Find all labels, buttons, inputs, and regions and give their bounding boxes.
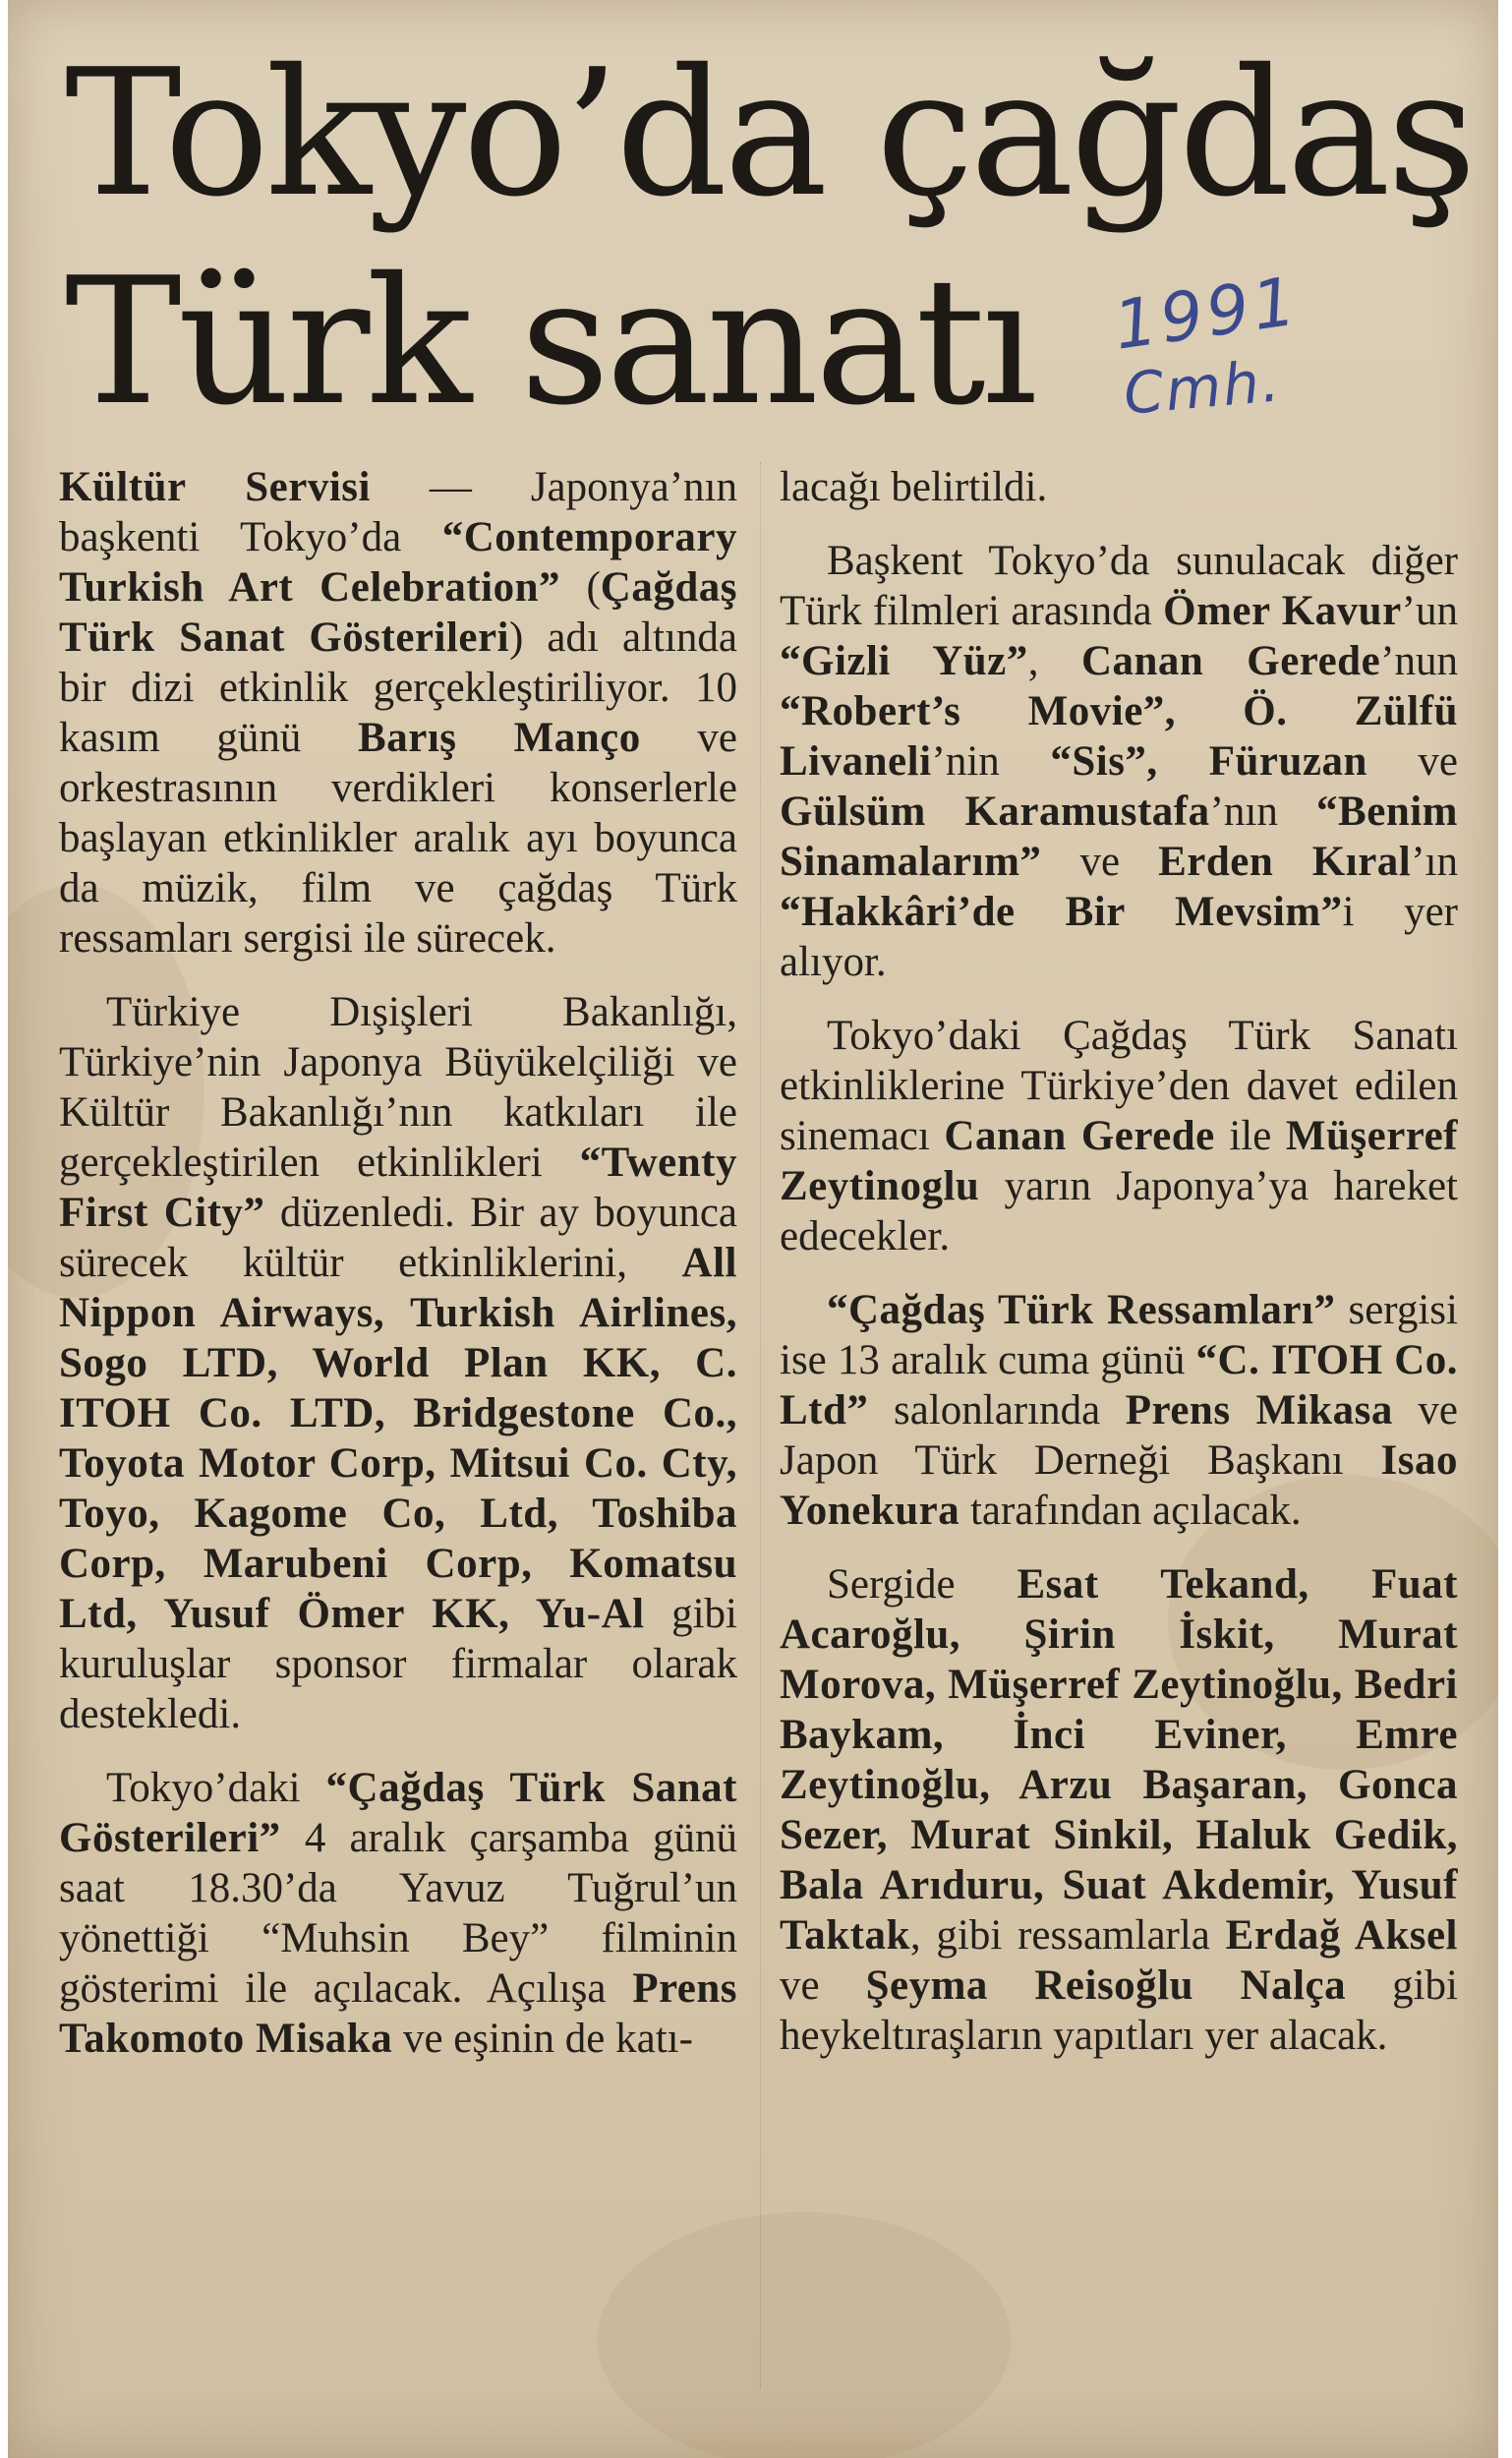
guest-name: Prens Takomoto Misaka (59, 1965, 737, 2062)
column-divider (760, 462, 761, 2389)
text-span: Başkent Tokyo’da sunulacak diğer Türk filmleri arasında (780, 538, 1458, 634)
text-span: sergisi ise 13 aralık cuma günü (780, 1287, 1458, 1383)
sponsor-list: All Nippon Airways, Turkish Airlines, Sogo LTD, World Plan KK, C. ITOH Co. LTD, Bridgestone Co., Toyota Motor Corp, Mitsui Co. Cty, Toyo, Kagome Co, Ltd, Toshiba Corp, Marubeni Corp, Komatsu Ltd, Yusuf Ömer KK, Yu-Al (59, 1240, 737, 1637)
event-name-english: “Contemporary Turkish Art Celebration” (59, 514, 737, 611)
exhibition-name: “Çağdaş Türk Ressamları” (827, 1287, 1336, 1333)
text-span: i yer alıyor. (780, 889, 1458, 985)
organizer-name: “Twenty First City” (59, 1140, 737, 1236)
guest-name: Isao Yonekura (780, 1437, 1458, 1534)
handwritten-note (1094, 263, 1379, 442)
text-span: salonlarında (868, 1387, 1126, 1434)
text-span: ve (780, 1962, 866, 2009)
guest-name: Canan Gerede (944, 1113, 1215, 1159)
text-span: ’nın (1209, 789, 1317, 835)
text-span: ) adı altında bir dizi etkinlik gerçekleştiriliyor. 10 kasım günü (59, 614, 737, 761)
film-title: “Gizli Yüz” (780, 638, 1028, 684)
handwritten-year: 1991 (1109, 263, 1305, 366)
event-name: “Çağdaş Türk Sanat Gösterileri” (59, 1765, 738, 1861)
guest-name: Müşerref Zeytinoglu (780, 1113, 1458, 1209)
artist-list: Esat Tekand, Fuat Acaroğlu, Şirin İskit, Murat Morova, Müşerref Zeytinoğlu, Bedri Baykam, İnci Eviner, Emre Zeytinoğlu, Arzu Başaran, Gonca Sezer, Murat Sinkil, Haluk Gedik, Bala Arıduru, Suat Akdemir, Yusuf Taktak (780, 1561, 1458, 1959)
text-span: — Japonya’nın başkenti Tokyo’da (59, 464, 737, 560)
text-span: ve (1041, 839, 1159, 885)
paragraph-sponsors (59, 987, 737, 1739)
paper-stain (598, 2212, 1011, 2458)
artist-name: Erdağ Aksel (1225, 1912, 1458, 1959)
text-span: ’nin (931, 738, 1051, 785)
paragraph-guests (780, 1011, 1458, 1261)
text-span: gibi kuruluşlar sponsor firmalar olarak destekledi. (59, 1591, 737, 1737)
text-span: Tokyo’daki Çağdaş Türk Sanatı etkinliklerine Türkiye’den davet edilen sinemacı (780, 1013, 1458, 1159)
text-span: gibi heykeltıraşların yapıtları yer alacak. (780, 1962, 1458, 2059)
byline: Kültür Servisi (59, 464, 371, 510)
newspaper-clipping (8, 0, 1498, 2458)
text-span: ve eşinin de katı- (392, 2016, 693, 2062)
paragraph-continuation (780, 462, 1458, 512)
text-span: Tokyo’daki (106, 1765, 326, 1811)
film-title: “Robert’s Movie”, Ö. Zülfü Livaneli (780, 688, 1458, 785)
text-span: 4 aralık çarşamba günü saat 18.30’da Yavuz Tuğrul’un yönettiği “Muhsin Bey” filminin gösterimi ile açılacak. Açılışa (59, 1815, 737, 2012)
paragraph-intro (59, 462, 737, 964)
film-title: “Benim Sinamalarım” (780, 789, 1458, 885)
text-span: Türkiye Dışişleri Bakanlığı, Türkiye’nin Japonya Büyükelçiliği ve Kültür Bakanlığı’nın katkıları ile gerçekleştirilen etkinlikleri (59, 989, 737, 1186)
text-span: düzenledi. Bir ay boyunca sürecek kültür etkinliklerini, (59, 1190, 737, 1286)
venue-name: “C. ITOH Co. Ltd” (780, 1337, 1458, 1434)
artist-name: Şeyma Reisoğlu Nalça (865, 1962, 1347, 2009)
text-span: ile (1214, 1113, 1286, 1159)
article-column-left (59, 462, 737, 2087)
headline-line-2: Türk sanatı (65, 240, 1034, 443)
film-title: “Sis”, Füruzan (1050, 738, 1367, 785)
guest-name: Prens Mikasa (1125, 1387, 1393, 1434)
paragraph-opening (59, 1763, 737, 2064)
text-span: ve (1367, 738, 1458, 785)
text-span: Sergide (827, 1561, 1018, 1608)
text-span: ve Japon Türk Derneği Başkanı (780, 1387, 1458, 1484)
text-span: ( (560, 564, 601, 611)
text-span: yarın Japonya’ya hareket edecekler. (780, 1163, 1458, 1259)
event-name-turkish: Çağdaş Türk Sanat Gösterileri (59, 564, 737, 661)
film-title: “Hakkâri’de Bir Mevsim” (780, 889, 1343, 935)
text-span: ’un (1401, 588, 1458, 634)
text-span: ’ın (1411, 839, 1459, 885)
handwritten-word: Cmh. (1121, 347, 1284, 428)
performer-name: Barış Manço (358, 715, 641, 761)
article-column-right (780, 462, 1458, 2084)
paragraph-artists (780, 1559, 1458, 2061)
director-name: Erden Kıral (1158, 839, 1412, 885)
director-name: Gülsüm Karamustafa (780, 789, 1210, 835)
paragraph-exhibition (780, 1285, 1458, 1536)
text-span: lacağı belirtildi. (780, 464, 1048, 510)
text-span: tarafından açılacak. (960, 1488, 1302, 1534)
paragraph-films (780, 536, 1458, 987)
director-name: Ömer Kavur (1163, 588, 1402, 634)
headline-line-1: Tokyo’da çağdaş (65, 31, 1474, 235)
director-name: Canan Gerede (1080, 638, 1381, 684)
text-span: , gibi ressamlarla (909, 1912, 1226, 1959)
text-span: , (1027, 638, 1081, 684)
text-span: ve orkestrasının verdikleri konserlerle başlayan etkinlikler aralık ayı boyunca da müzik, film ve çağdaş Türk ressamları sergisi ile sürecek. (59, 715, 737, 962)
text-span: ’nun (1380, 638, 1458, 684)
